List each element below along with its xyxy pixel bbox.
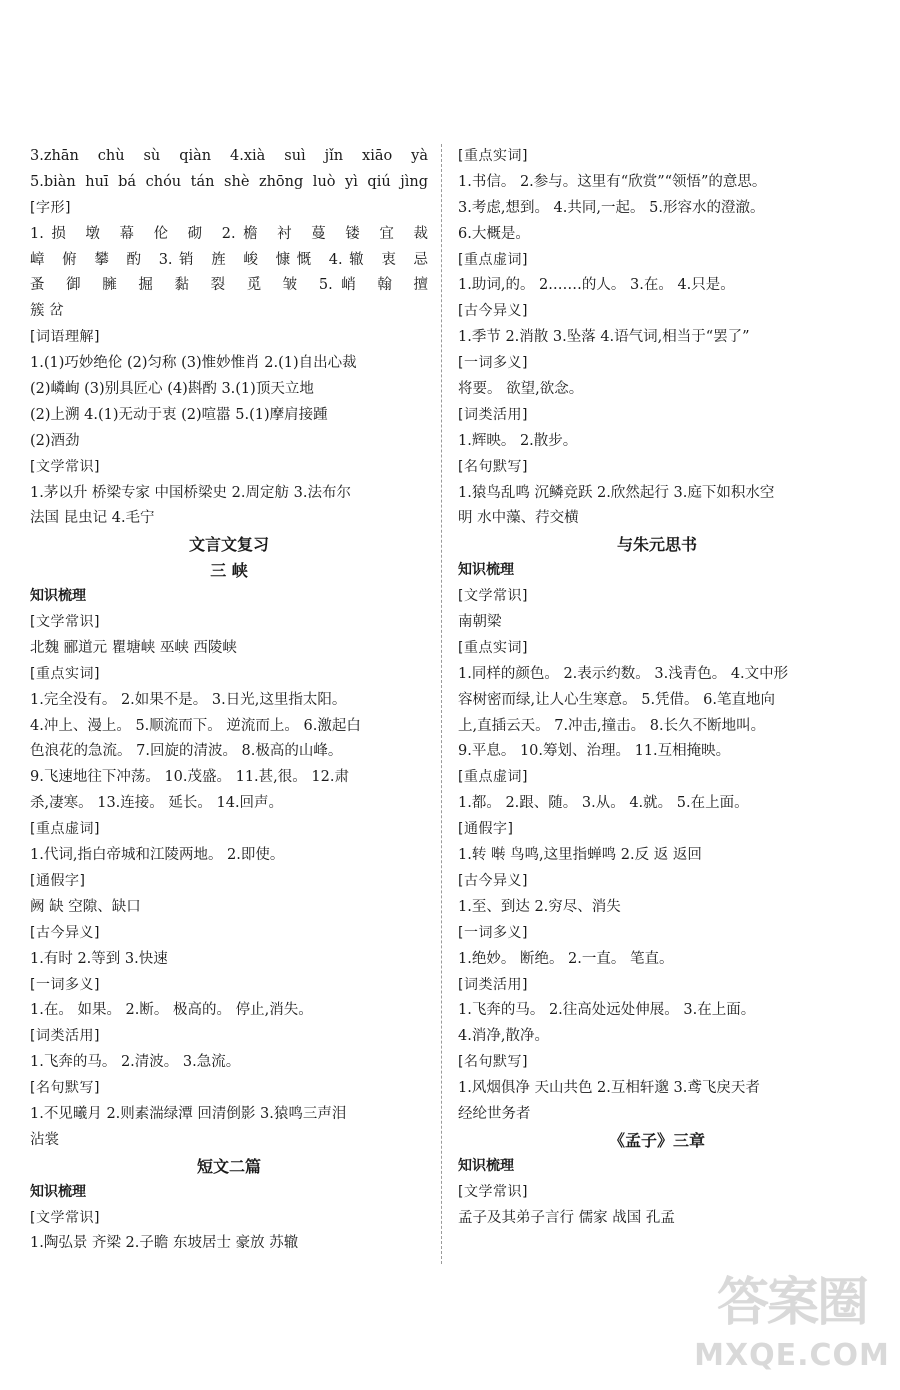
watermark-logo: 答案圈 xyxy=(716,1273,867,1333)
text-line: (2)嶙峋 (3)别具匠心 (4)斟酌 3.(1)顶天立地 xyxy=(30,381,314,398)
left-column xyxy=(30,144,428,1257)
text-line: 4.冲上、漫上。 5.顺流而下。 逆流而上。 6.激起白 xyxy=(30,717,361,734)
section-header: [词类活用] xyxy=(458,406,528,423)
section-header: [重点虚词] xyxy=(30,821,100,838)
text-line: 1.转 啭 鸟鸣,这里指蝉鸣 2.反 返 返回 xyxy=(458,847,702,864)
text-line: 南朝梁 xyxy=(458,614,502,631)
text-line: 1.不见曦月 2.则素湍绿潭 回清倒影 3.猿鸣三声泪 xyxy=(30,1105,347,1122)
text-line: 1.书信。 2.参与。这里有“欣赏”“领悟”的意思。 xyxy=(458,173,767,190)
section-header: [文学常识] xyxy=(458,1183,528,1200)
text-line: 1.都。 2.跟、随。 3.从。 4.就。 5.在上面。 xyxy=(458,795,749,812)
section-header: [词类活用] xyxy=(30,1028,100,1045)
text-line: 3.zhān chù sù qiàn 4.xià suì jǐn xiāo yà xyxy=(30,148,428,164)
section-header: [名句默写] xyxy=(458,458,528,475)
column-divider xyxy=(441,144,442,1264)
text-line: 1.完全没有。 2.如果不是。 3.日光,这里指太阳。 xyxy=(30,691,347,708)
subsection-heading: 知识梳理 xyxy=(30,1183,86,1200)
text-line: 3.考虑,想到。 4.共同,一起。 5.形容水的澄澈。 xyxy=(458,199,765,216)
text-line: 1.在。 如果。 2.断。 极高的。 停止,消失。 xyxy=(30,1002,313,1019)
section-header: [名句默写] xyxy=(458,1054,528,1071)
section-header: [通假字] xyxy=(458,821,514,838)
section-header: [文学常识] xyxy=(458,588,528,605)
text-line: 色浪花的急流。 7.回旋的清波。 8.极高的山峰。 xyxy=(30,743,343,760)
section-header: [重点实词] xyxy=(30,665,100,682)
section-header: [一词多义] xyxy=(30,976,100,993)
text-line: 4.消净,散净。 xyxy=(458,1028,549,1045)
text-line: 5.biàn huī bá chóu tán shè zhōng luò yì qiú jìng xyxy=(30,173,428,190)
text-line: 上,直插云天。 7.冲击,撞击。 8.长久不断地叫。 xyxy=(458,717,766,734)
lesson-title: 短文二篇 xyxy=(196,1156,261,1176)
text-line: 1.助词,的。 2.……的人。 3.在。 4.只是。 xyxy=(458,277,735,294)
watermark-site: MXQE.COM xyxy=(694,1338,890,1373)
section-header: [词类活用] xyxy=(458,976,528,993)
section-header: [名句默写] xyxy=(30,1080,100,1097)
subsection-heading: 知识梳理 xyxy=(458,562,514,579)
text-line: 明 水中藻、荇交横 xyxy=(458,510,579,527)
text-line: 1.损 墩 幕 伦 砌 2.檐 衬 蔓 镂 宜 裁 xyxy=(30,225,428,242)
text-line: 法国 昆虫记 4.毛宁 xyxy=(30,510,155,527)
text-line: 1.陶弘景 齐梁 2.子瞻 东坡居士 豪放 苏辙 xyxy=(30,1235,299,1252)
text-line: 北魏 郦道元 瞿塘峡 巫峡 西陵峡 xyxy=(30,639,237,656)
text-line: (2)上溯 4.(1)无动于衷 (2)喧嚣 5.(1)摩肩接踵 xyxy=(30,406,328,423)
right-column xyxy=(458,144,856,1231)
text-line: 9.飞速地往下冲荡。 10.茂盛。 11.甚,很。 12.肃 xyxy=(30,769,349,786)
text-line: 将要。 欲望,欲念。 xyxy=(458,381,584,398)
lesson-title: 与朱元思书 xyxy=(616,535,697,555)
section-header: [古今异义] xyxy=(30,924,100,941)
section-header: [文学常识] xyxy=(30,1209,100,1226)
text-line: 1.猿鸟乱鸣 沉鳞竞跃 2.欣然起行 3.庭下如积水空 xyxy=(458,484,775,501)
text-line: 簇 岔 xyxy=(30,303,64,320)
section-header: [重点虚词] xyxy=(458,769,528,786)
section-header: [词语理解] xyxy=(30,329,100,346)
text-line: 6.大概是。 xyxy=(458,225,530,242)
text-line: 1.季节 2.消散 3.坠落 4.语气词,相当于“罢了” xyxy=(458,329,750,346)
section-header: [通假字] xyxy=(30,872,86,889)
section-header: [重点虚词] xyxy=(458,251,528,268)
section-header: [文学常识] xyxy=(30,458,100,475)
text-line: 容树密而绿,让人心生寒意。 5.凭借。 6.笔直地向 xyxy=(458,691,775,708)
section-header: [字形] xyxy=(30,199,71,216)
section-header: [一词多义] xyxy=(458,355,528,372)
text-line: 1.飞奔的马。 2.清波。 3.急流。 xyxy=(30,1054,241,1071)
lesson-title: 三 峡 xyxy=(210,561,248,581)
section-header: [重点实词] xyxy=(458,148,528,164)
section-header: [一词多义] xyxy=(458,924,528,941)
text-line: 杀,凄寒。 13.连接。 延长。 14.回声。 xyxy=(30,795,284,812)
text-line: 1.辉映。 2.散步。 xyxy=(458,432,578,449)
subsection-heading: 知识梳理 xyxy=(30,588,86,605)
text-line: 1.风烟俱净 天山共色 2.互相轩邈 3.鸢飞戾天者 xyxy=(458,1080,760,1097)
lesson-title: 文言文复习 xyxy=(188,535,269,555)
text-line: 嶂 俯 攀 酌 3.销 旌 峻 慷慨 4.辙 衷 忌 xyxy=(30,251,428,268)
text-line: 1.有时 2.等到 3.快速 xyxy=(30,950,168,967)
text-line: 1.绝妙。 断绝。 2.一直。 笔直。 xyxy=(458,950,674,967)
text-line: 经纶世务者 xyxy=(458,1105,531,1122)
lesson-title: 《孟子》三章 xyxy=(608,1130,705,1150)
section-header: [重点实词] xyxy=(458,639,528,656)
text-line: 9.平息。 10.筹划、治理。 11.互相掩映。 xyxy=(458,743,731,760)
section-header: [文学常识] xyxy=(30,614,100,631)
text-line: 1.至、到达 2.穷尽、消失 xyxy=(458,898,621,915)
section-header: [古今异义] xyxy=(458,303,528,320)
text-line: 阙 缺 空隙、缺口 xyxy=(30,898,141,915)
watermark xyxy=(692,1268,892,1388)
text-line: (2)酒劲 xyxy=(30,432,80,449)
text-line: 沾裳 xyxy=(30,1131,59,1148)
text-line: 孟子及其弟子言行 儒家 战国 孔孟 xyxy=(458,1209,675,1226)
text-line: 1.同样的颜色。 2.表示约数。 3.浅青色。 4.文中形 xyxy=(458,665,789,682)
text-line: 1.飞奔的马。 2.往高处远处伸展。 3.在上面。 xyxy=(458,1002,756,1019)
text-line: 1.代词,指白帝城和江陵两地。 2.即使。 xyxy=(30,847,285,864)
text-line: 蚤 御 臃 掘 黏 裂 觅 皱 5.峭 翰 擅 xyxy=(30,277,428,294)
subsection-heading: 知识梳理 xyxy=(458,1157,514,1174)
text-line: 1.(1)巧妙绝伦 (2)匀称 (3)惟妙惟肖 2.(1)自出心裁 xyxy=(30,355,357,372)
section-header: [古今异义] xyxy=(458,872,528,889)
text-line: 1.茅以升 桥梁专家 中国桥梁史 2.周定舫 3.法布尔 xyxy=(30,484,351,501)
